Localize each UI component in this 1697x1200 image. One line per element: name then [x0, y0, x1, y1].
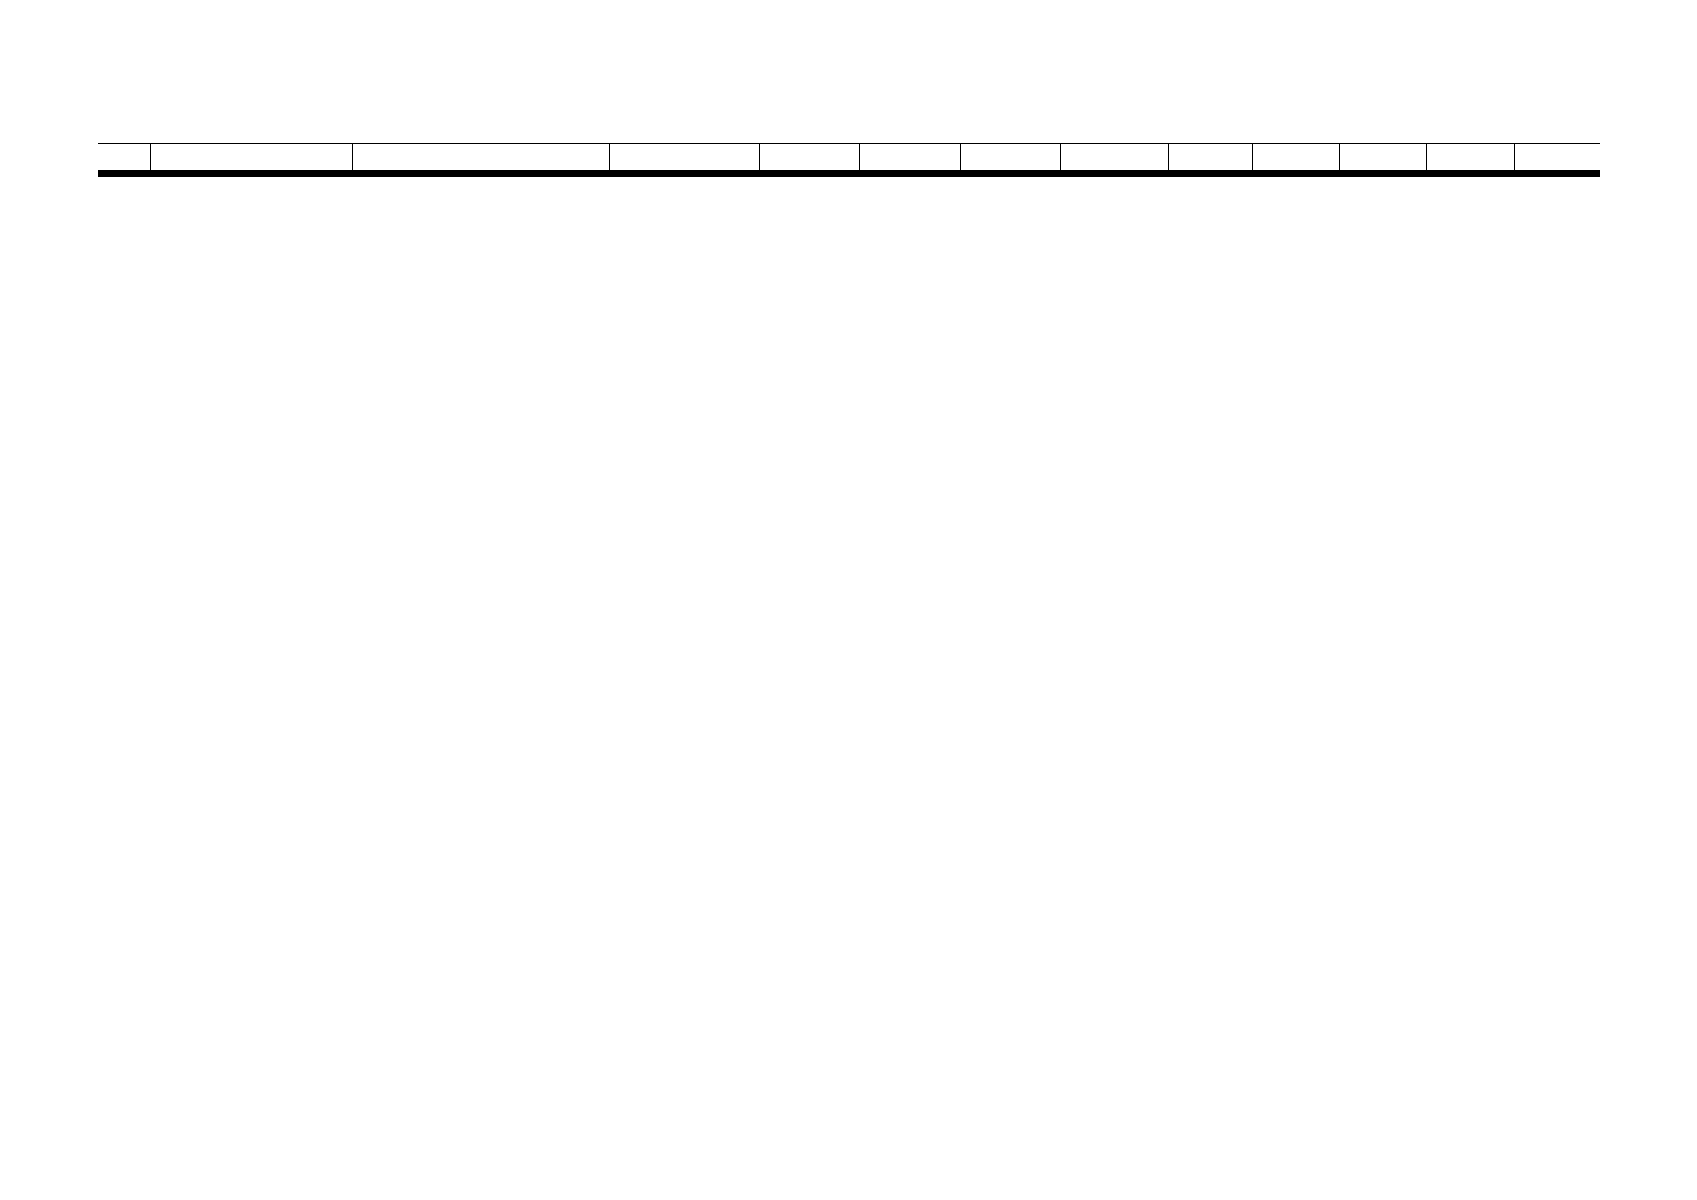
col-8-value	[1060, 176, 1168, 177]
col-4-value	[609, 176, 759, 177]
institution-code	[150, 176, 352, 177]
col-header-2	[150, 144, 352, 172]
table-header	[98, 144, 1600, 172]
col-header-5	[759, 144, 859, 172]
table-body	[98, 171, 1600, 177]
col-5-value	[759, 176, 859, 177]
col-header-11	[1339, 144, 1426, 172]
col-6-value	[859, 176, 960, 177]
col-header-9	[1168, 144, 1252, 172]
col-header-1	[98, 144, 150, 172]
col-header-10	[1252, 144, 1339, 172]
col-11-value	[1339, 176, 1426, 177]
register-table	[98, 143, 1600, 177]
col-header-13	[1514, 144, 1600, 172]
col-header-6	[859, 144, 960, 172]
col-header-12	[1426, 144, 1514, 172]
col-7-value	[960, 176, 1060, 177]
col-header-7	[960, 144, 1060, 172]
header-row	[98, 144, 1600, 172]
col-13-value	[1514, 176, 1600, 177]
col-header-8	[1060, 144, 1168, 172]
col-header-4	[609, 144, 759, 172]
institution-name	[352, 176, 609, 177]
col-12-value	[1426, 176, 1514, 177]
col-9-value	[1168, 176, 1252, 177]
table-row	[98, 176, 1600, 177]
col-header-3	[352, 144, 609, 172]
col-10-value	[1252, 176, 1339, 177]
row-number	[98, 176, 150, 177]
